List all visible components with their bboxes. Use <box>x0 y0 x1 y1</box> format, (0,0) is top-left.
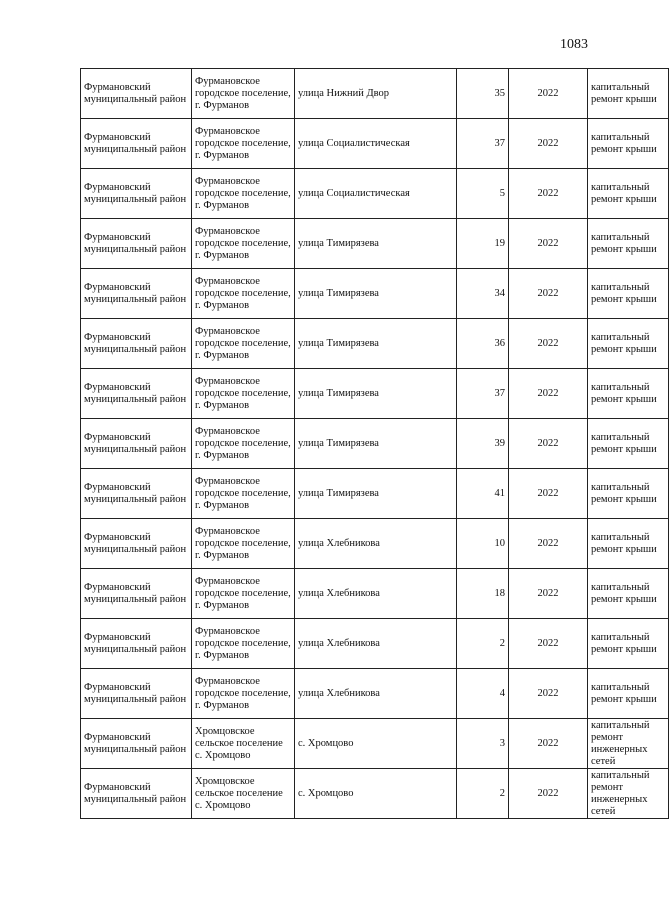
district-cell-text: Фурмановский муниципальный район <box>84 131 187 155</box>
house-number-cell <box>457 269 509 319</box>
settlement-cell-text: Фурмановское городское поселение, г. Фурманов <box>195 475 291 511</box>
year-cell-text: 2022 <box>537 87 559 99</box>
house-number-cell <box>457 569 509 619</box>
settlement-cell <box>192 769 295 819</box>
street-cell-text: с. Хромцово <box>298 787 354 799</box>
house-number-cell <box>457 169 509 219</box>
street-cell <box>295 319 457 369</box>
house-number-cell <box>457 119 509 169</box>
year-cell <box>509 319 588 369</box>
house-number-cell-text: 35 <box>494 87 505 99</box>
district-cell-text: Фурмановский муниципальный район <box>84 481 187 505</box>
settlement-cell <box>192 669 295 719</box>
settlement-cell <box>192 569 295 619</box>
year-cell <box>509 269 588 319</box>
settlement-cell-text: Хромцовское сельское поселение с. Хромцово <box>195 775 283 811</box>
table-row <box>81 619 669 669</box>
year-cell-text: 2022 <box>537 437 559 449</box>
house-number-cell <box>457 419 509 469</box>
year-cell <box>509 769 588 819</box>
house-number-cell <box>457 719 509 769</box>
street-cell-text: улица Тимирязева <box>298 287 379 299</box>
street-cell <box>295 469 457 519</box>
house-number-cell-text: 36 <box>494 337 505 349</box>
table-row <box>81 219 669 269</box>
district-cell <box>81 219 192 269</box>
work-type-cell-text: капитальный ремонт крыши <box>591 381 657 405</box>
table-row <box>81 569 669 619</box>
work-type-cell <box>588 419 669 469</box>
street-cell <box>295 619 457 669</box>
house-number-cell-text: 19 <box>494 237 505 249</box>
settlement-cell <box>192 419 295 469</box>
work-type-cell <box>588 619 669 669</box>
settlement-cell <box>192 269 295 319</box>
work-type-cell <box>588 269 669 319</box>
page-number: 1083 <box>560 37 588 52</box>
year-cell <box>509 119 588 169</box>
street-cell-text: улица Хлебникова <box>298 537 380 549</box>
street-cell-text: улица Социалистическая <box>298 137 410 149</box>
year-cell-text: 2022 <box>537 487 559 499</box>
work-type-cell <box>588 569 669 619</box>
house-number-cell <box>457 469 509 519</box>
work-type-cell-text: капитальный ремонт крыши <box>591 331 657 355</box>
district-cell-text: Фурмановский муниципальный район <box>84 231 187 255</box>
work-type-cell <box>588 769 669 819</box>
table-row <box>81 319 669 369</box>
work-type-cell <box>588 219 669 269</box>
house-number-cell-text: 37 <box>494 137 505 149</box>
year-cell-text: 2022 <box>537 387 559 399</box>
table-row <box>81 69 669 119</box>
settlement-cell-text: Фурмановское городское поселение, г. Фурманов <box>195 75 291 111</box>
table-body <box>81 69 669 819</box>
work-type-cell-text: капитальный ремонт крыши <box>591 231 657 255</box>
year-cell-text: 2022 <box>537 737 559 749</box>
street-cell <box>295 169 457 219</box>
district-cell <box>81 319 192 369</box>
work-type-cell <box>588 119 669 169</box>
year-cell-text: 2022 <box>537 637 559 649</box>
work-type-cell-text: капитальный ремонт крыши <box>591 131 657 155</box>
street-cell-text: улица Хлебникова <box>298 637 380 649</box>
work-type-cell-text: капитальный ремонт крыши <box>591 631 657 655</box>
district-cell-text: Фурмановский муниципальный район <box>84 531 187 555</box>
district-cell <box>81 519 192 569</box>
work-type-cell-text: капитальный ремонт инженерных сетей <box>591 769 650 817</box>
district-cell <box>81 469 192 519</box>
house-number-cell-text: 3 <box>499 737 505 749</box>
work-type-cell-text: капитальный ремонт крыши <box>591 431 657 455</box>
district-cell <box>81 269 192 319</box>
year-cell-text: 2022 <box>537 787 559 799</box>
work-type-cell <box>588 469 669 519</box>
house-number-cell-text: 34 <box>494 287 505 299</box>
district-cell-text: Фурмановский муниципальный район <box>84 431 187 455</box>
street-cell-text: улица Хлебникова <box>298 587 380 599</box>
work-type-cell-text: капитальный ремонт крыши <box>591 81 657 105</box>
district-cell <box>81 119 192 169</box>
street-cell <box>295 719 457 769</box>
district-cell-text: Фурмановский муниципальный район <box>84 681 187 705</box>
street-cell-text: улица Тимирязева <box>298 337 379 349</box>
table-row <box>81 369 669 419</box>
work-type-cell-text: капитальный ремонт крыши <box>591 531 657 555</box>
work-type-cell-text: капитальный ремонт крыши <box>591 581 657 605</box>
street-cell-text: улица Хлебникова <box>298 687 380 699</box>
street-cell <box>295 419 457 469</box>
settlement-cell <box>192 69 295 119</box>
house-number-cell-text: 41 <box>494 487 505 499</box>
work-type-cell <box>588 369 669 419</box>
district-cell-text: Фурмановский муниципальный район <box>84 781 187 805</box>
house-number-cell-text: 39 <box>494 437 505 449</box>
table-row <box>81 719 669 769</box>
year-cell-text: 2022 <box>537 187 559 199</box>
house-number-cell <box>457 69 509 119</box>
house-number-cell-text: 2 <box>499 787 505 799</box>
street-cell <box>295 669 457 719</box>
settlement-cell-text: Хромцовское сельское поселение с. Хромцово <box>195 725 283 761</box>
work-type-cell <box>588 669 669 719</box>
work-type-cell-text: капитальный ремонт крыши <box>591 181 657 205</box>
street-cell-text: улица Тимирязева <box>298 437 379 449</box>
street-cell-text: с. Хромцово <box>298 737 354 749</box>
street-cell <box>295 69 457 119</box>
house-number-cell-text: 5 <box>499 187 505 199</box>
street-cell-text: улица Нижний Двор <box>298 87 390 99</box>
settlement-cell <box>192 219 295 269</box>
table-row <box>81 669 669 719</box>
house-number-cell <box>457 669 509 719</box>
district-cell-text: Фурмановский муниципальный район <box>84 181 187 205</box>
year-cell-text: 2022 <box>537 587 559 599</box>
district-cell <box>81 719 192 769</box>
work-type-cell <box>588 719 669 769</box>
settlement-cell-text: Фурмановское городское поселение, г. Фурманов <box>195 275 291 311</box>
table-row <box>81 519 669 569</box>
district-cell <box>81 169 192 219</box>
street-cell <box>295 219 457 269</box>
work-type-cell-text: капитальный ремонт крыши <box>591 681 657 705</box>
settlement-cell <box>192 369 295 419</box>
settlement-cell <box>192 319 295 369</box>
street-cell <box>295 119 457 169</box>
settlement-cell <box>192 719 295 769</box>
house-number-cell <box>457 319 509 369</box>
table-row <box>81 169 669 219</box>
district-cell-text: Фурмановский муниципальный район <box>84 631 187 655</box>
street-cell-text: улица Тимирязева <box>298 487 379 499</box>
year-cell <box>509 369 588 419</box>
settlement-cell-text: Фурмановское городское поселение, г. Фурманов <box>195 575 291 611</box>
year-cell-text: 2022 <box>537 237 559 249</box>
table-row <box>81 469 669 519</box>
settlement-cell-text: Фурмановское городское поселение, г. Фурманов <box>195 375 291 411</box>
year-cell <box>509 719 588 769</box>
year-cell-text: 2022 <box>537 287 559 299</box>
year-cell <box>509 619 588 669</box>
district-cell <box>81 419 192 469</box>
district-cell-text: Фурмановский муниципальный район <box>84 281 187 305</box>
street-cell <box>295 769 457 819</box>
district-cell-text: Фурмановский муниципальный район <box>84 731 187 755</box>
district-cell <box>81 69 192 119</box>
district-cell-text: Фурмановский муниципальный район <box>84 81 187 105</box>
settlement-cell-text: Фурмановское городское поселение, г. Фурманов <box>195 175 291 211</box>
year-cell-text: 2022 <box>537 687 559 699</box>
work-type-cell-text: капитальный ремонт крыши <box>591 281 657 305</box>
district-cell-text: Фурмановский муниципальный район <box>84 581 187 605</box>
street-cell <box>295 519 457 569</box>
street-cell-text: улица Тимирязева <box>298 237 379 249</box>
year-cell <box>509 419 588 469</box>
settlement-cell-text: Фурмановское городское поселение, г. Фурманов <box>195 525 291 561</box>
district-cell <box>81 619 192 669</box>
house-number-cell <box>457 219 509 269</box>
house-number-cell <box>457 519 509 569</box>
settlement-cell-text: Фурмановское городское поселение, г. Фурманов <box>195 625 291 661</box>
house-number-cell <box>457 769 509 819</box>
street-cell <box>295 569 457 619</box>
table-row <box>81 419 669 469</box>
settlement-cell-text: Фурмановское городское поселение, г. Фурманов <box>195 425 291 461</box>
district-cell <box>81 569 192 619</box>
settlement-cell-text: Фурмановское городское поселение, г. Фурманов <box>195 325 291 361</box>
year-cell <box>509 469 588 519</box>
year-cell <box>509 669 588 719</box>
work-type-cell <box>588 519 669 569</box>
settlement-cell <box>192 519 295 569</box>
house-number-cell <box>457 369 509 419</box>
settlement-cell-text: Фурмановское городское поселение, г. Фурманов <box>195 125 291 161</box>
house-number-cell-text: 2 <box>499 637 505 649</box>
repair-registry-table <box>80 68 669 819</box>
district-cell <box>81 669 192 719</box>
table-row <box>81 119 669 169</box>
street-cell <box>295 369 457 419</box>
year-cell-text: 2022 <box>537 137 559 149</box>
house-number-cell-text: 37 <box>494 387 505 399</box>
year-cell <box>509 569 588 619</box>
house-number-cell <box>457 619 509 669</box>
district-cell-text: Фурмановский муниципальный район <box>84 331 187 355</box>
house-number-cell-text: 10 <box>494 537 505 549</box>
year-cell <box>509 69 588 119</box>
district-cell-text: Фурмановский муниципальный район <box>84 381 187 405</box>
work-type-cell-text: капитальный ремонт крыши <box>591 481 657 505</box>
street-cell-text: улица Социалистическая <box>298 187 410 199</box>
year-cell <box>509 219 588 269</box>
settlement-cell <box>192 619 295 669</box>
settlement-cell <box>192 169 295 219</box>
year-cell <box>509 519 588 569</box>
settlement-cell-text: Фурмановское городское поселение, г. Фурманов <box>195 225 291 261</box>
table-row <box>81 769 669 819</box>
year-cell-text: 2022 <box>537 537 559 549</box>
district-cell <box>81 369 192 419</box>
work-type-cell <box>588 319 669 369</box>
street-cell-text: улица Тимирязева <box>298 387 379 399</box>
work-type-cell <box>588 169 669 219</box>
year-cell-text: 2022 <box>537 337 559 349</box>
district-cell <box>81 769 192 819</box>
house-number-cell-text: 4 <box>499 687 505 699</box>
house-number-cell-text: 18 <box>494 587 505 599</box>
table-row <box>81 269 669 319</box>
street-cell <box>295 269 457 319</box>
settlement-cell <box>192 119 295 169</box>
settlement-cell-text: Фурмановское городское поселение, г. Фурманов <box>195 675 291 711</box>
year-cell <box>509 169 588 219</box>
settlement-cell <box>192 469 295 519</box>
work-type-cell-text: капитальный ремонт инженерных сетей <box>591 719 650 767</box>
work-type-cell <box>588 69 669 119</box>
